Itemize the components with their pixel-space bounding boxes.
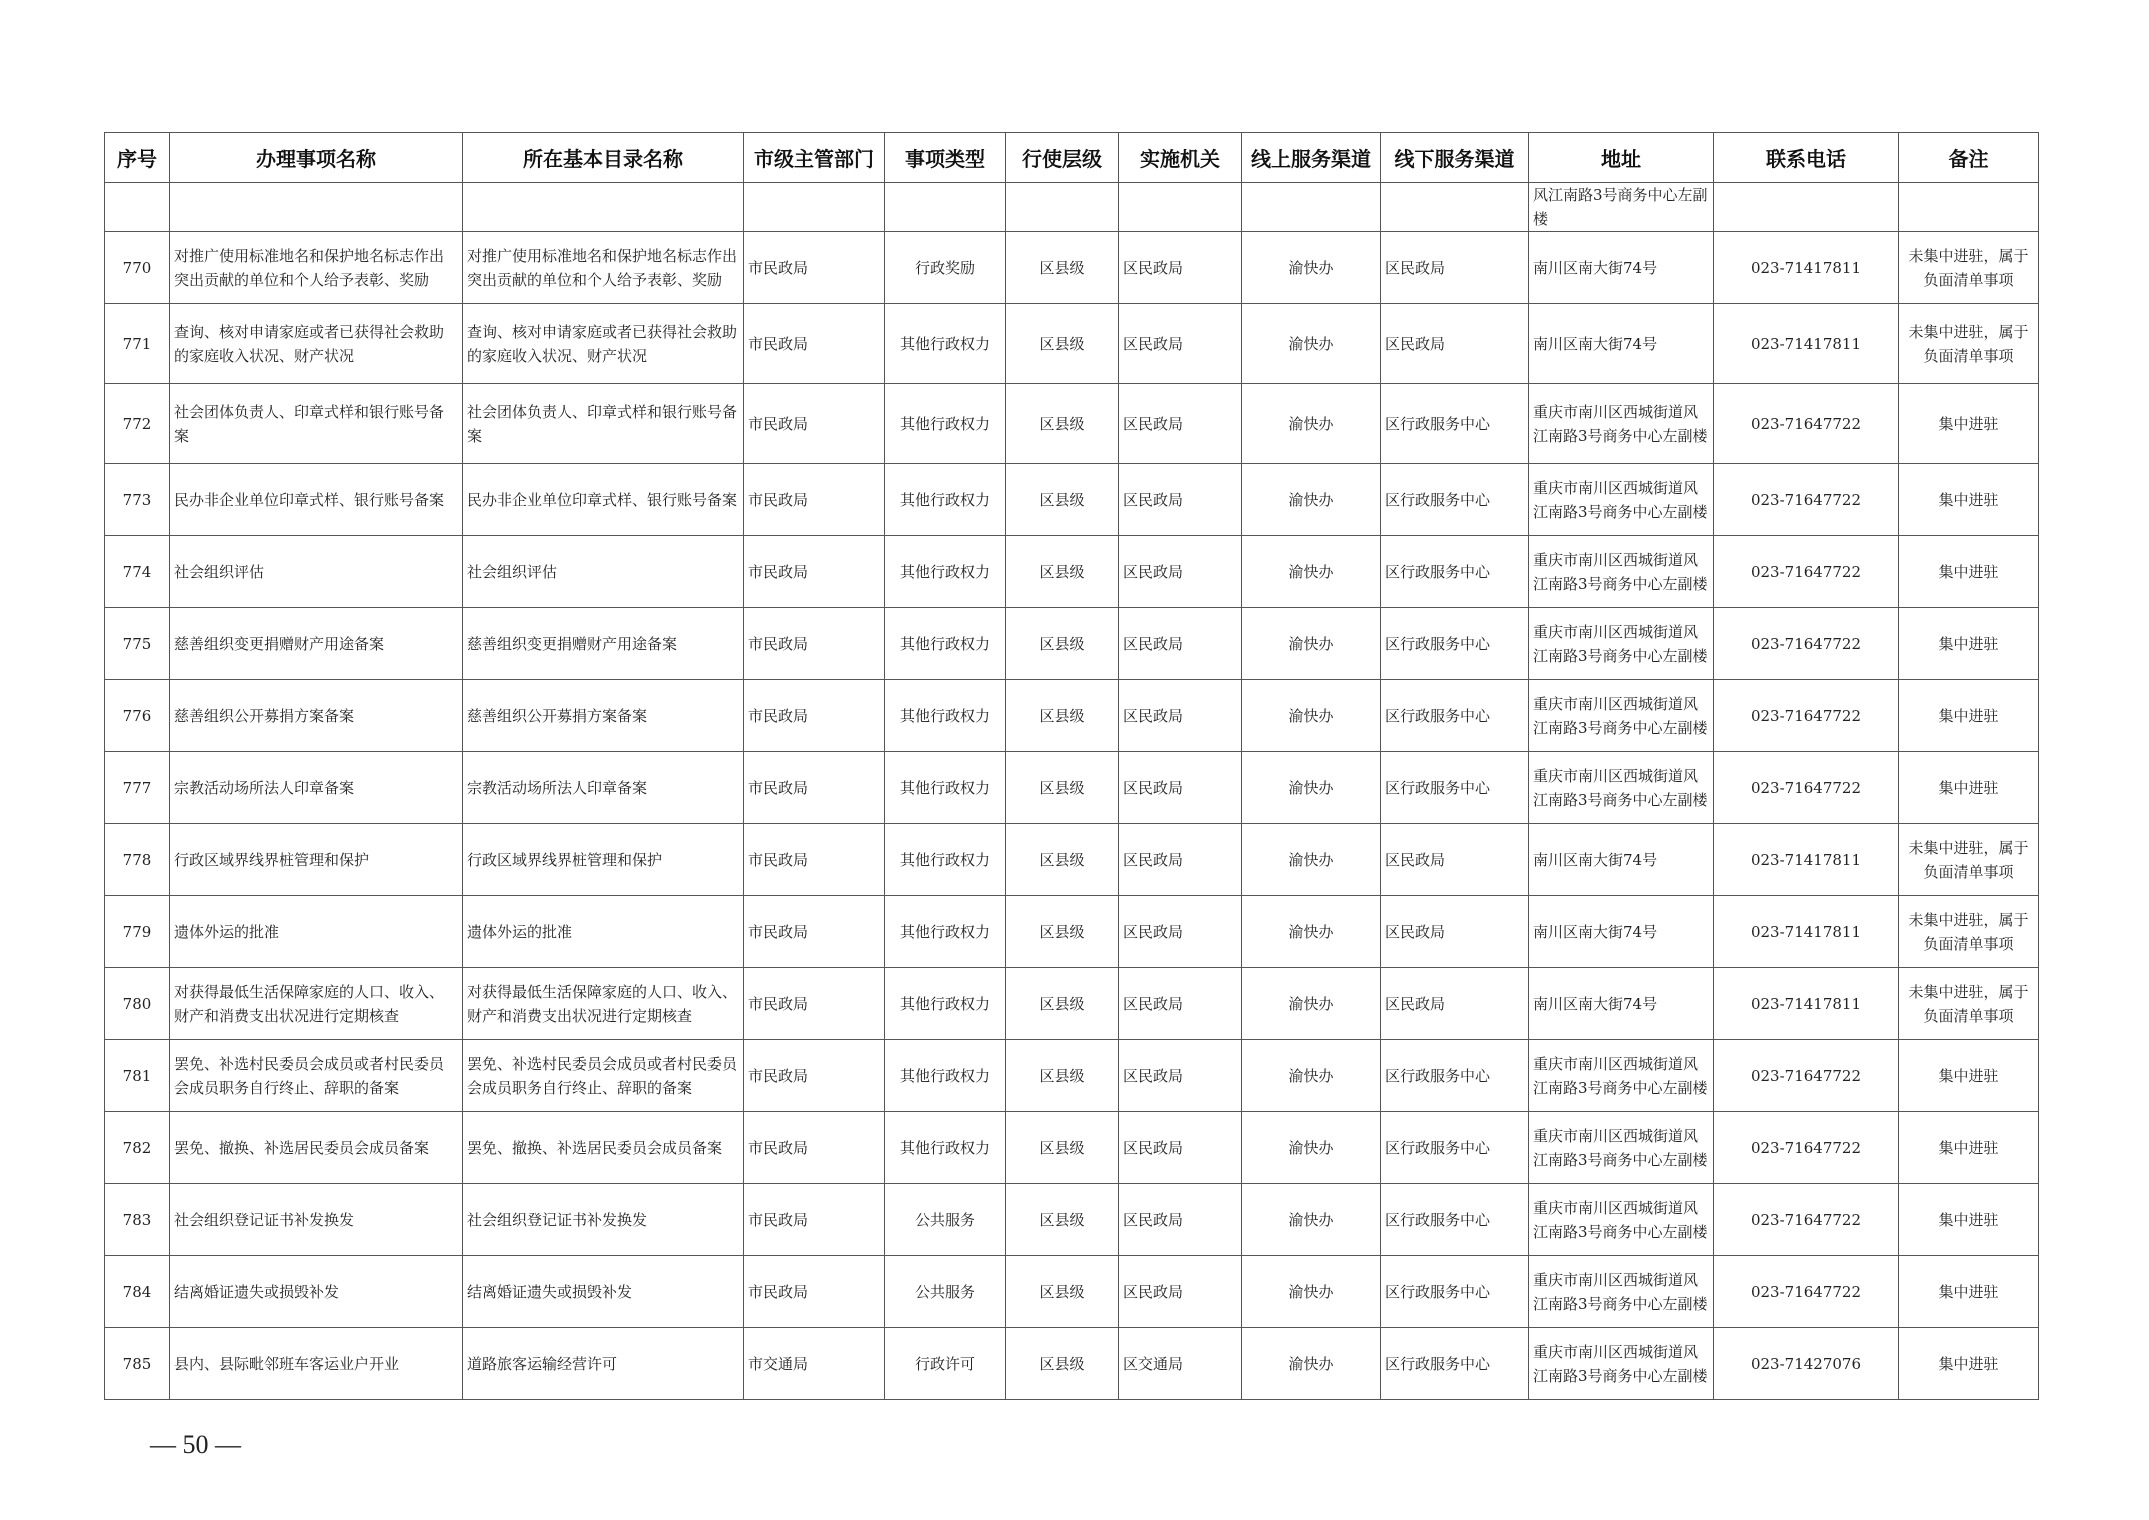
offline-channel-cell: 区行政服务中心 <box>1381 1040 1529 1112</box>
phone-cell: 023-71647722 <box>1714 384 1899 464</box>
catalog-name-cell: 对获得最低生活保障家庭的人口、收入、财产和消费支出状况进行定期核查 <box>463 968 744 1040</box>
item-name-cell: 社会团体负责人、印章式样和银行账号备案 <box>170 384 463 464</box>
item-type-cell: 行政奖励 <box>885 232 1006 304</box>
catalog-name-cell: 结离婚证遗失或损毁补发 <box>463 1256 744 1328</box>
item-name-cell: 对推广使用标准地名和保护地名标志作出突出贡献的单位和个人给予表彰、奖励 <box>170 232 463 304</box>
table-row <box>105 1184 2039 1256</box>
phone-cell: 023-71647722 <box>1714 464 1899 536</box>
item-type-cell: 行政许可 <box>885 1328 1006 1400</box>
row-number-cell: 772 <box>105 384 170 464</box>
department-cell: 市民政局 <box>744 304 885 384</box>
header-cell-address: 地址 <box>1529 133 1714 183</box>
offline-channel-cell: 区行政服务中心 <box>1381 384 1529 464</box>
department-cell: 市民政局 <box>744 752 885 824</box>
level-cell: 区县级 <box>1006 824 1119 896</box>
level-cell: 区县级 <box>1006 1256 1119 1328</box>
table-cell <box>1381 183 1529 232</box>
level-cell: 区县级 <box>1006 896 1119 968</box>
item-name-cell: 结离婚证遗失或损毁补发 <box>170 1256 463 1328</box>
address-cell: 重庆市南川区西城街道风江南路3号商务中心左副楼 <box>1529 536 1714 608</box>
address-cell: 重庆市南川区西城街道风江南路3号商务中心左副楼 <box>1529 1328 1714 1400</box>
header-cell-catalog: 所在基本目录名称 <box>463 133 744 183</box>
offline-channel-cell: 区民政局 <box>1381 968 1529 1040</box>
department-cell: 市民政局 <box>744 968 885 1040</box>
note-cell: 未集中进驻，属于负面清单事项 <box>1899 968 2039 1040</box>
table-cell <box>1899 183 2039 232</box>
phone-cell: 023-71647722 <box>1714 752 1899 824</box>
catalog-name-cell: 罢免、补选村民委员会成员或者村民委员会成员职务自行终止、辞职的备案 <box>463 1040 744 1112</box>
address-cell: 南川区南大街74号 <box>1529 896 1714 968</box>
row-number-cell: 784 <box>105 1256 170 1328</box>
item-name-cell: 行政区域界线界桩管理和保护 <box>170 824 463 896</box>
row-number-cell: 770 <box>105 232 170 304</box>
header-cell-dept: 市级主管部门 <box>744 133 885 183</box>
department-cell: 市民政局 <box>744 1040 885 1112</box>
item-type-cell: 其他行政权力 <box>885 752 1006 824</box>
department-cell: 市交通局 <box>744 1328 885 1400</box>
item-type-cell: 其他行政权力 <box>885 896 1006 968</box>
row-number-cell: 778 <box>105 824 170 896</box>
note-cell: 未集中进驻，属于负面清单事项 <box>1899 304 2039 384</box>
online-channel-cell: 渝快办 <box>1242 304 1381 384</box>
note-cell: 未集中进驻，属于负面清单事项 <box>1899 896 2039 968</box>
note-cell: 集中进驻 <box>1899 1256 2039 1328</box>
catalog-name-cell: 慈善组织变更捐赠财产用途备案 <box>463 608 744 680</box>
agency-cell: 区民政局 <box>1119 1256 1242 1328</box>
table-row <box>105 680 2039 752</box>
item-type-cell: 其他行政权力 <box>885 384 1006 464</box>
row-number-cell: 771 <box>105 304 170 384</box>
level-cell: 区县级 <box>1006 1328 1119 1400</box>
online-channel-cell: 渝快办 <box>1242 608 1381 680</box>
phone-cell: 023-71647722 <box>1714 680 1899 752</box>
header-cell-offline: 线下服务渠道 <box>1381 133 1529 183</box>
item-name-cell: 民办非企业单位印章式样、银行账号备案 <box>170 464 463 536</box>
note-cell: 集中进驻 <box>1899 384 2039 464</box>
note-cell: 集中进驻 <box>1899 680 2039 752</box>
item-type-cell: 其他行政权力 <box>885 968 1006 1040</box>
header-cell-agency: 实施机关 <box>1119 133 1242 183</box>
table-cell <box>463 183 744 232</box>
header-cell-type: 事项类型 <box>885 133 1006 183</box>
department-cell: 市民政局 <box>744 1112 885 1184</box>
agency-cell: 区民政局 <box>1119 968 1242 1040</box>
item-name-cell: 罢免、撤换、补选居民委员会成员备案 <box>170 1112 463 1184</box>
department-cell: 市民政局 <box>744 536 885 608</box>
row-number-cell: 775 <box>105 608 170 680</box>
table-row <box>105 464 2039 536</box>
catalog-name-cell: 宗教活动场所法人印章备案 <box>463 752 744 824</box>
online-channel-cell: 渝快办 <box>1242 752 1381 824</box>
phone-cell: 023-71647722 <box>1714 608 1899 680</box>
table-header-row <box>105 133 2039 183</box>
table-cell <box>1242 183 1381 232</box>
address-cell: 南川区南大街74号 <box>1529 824 1714 896</box>
item-type-cell: 其他行政权力 <box>885 824 1006 896</box>
row-number-cell: 782 <box>105 1112 170 1184</box>
level-cell: 区县级 <box>1006 968 1119 1040</box>
address-cell: 重庆市南川区西城街道风江南路3号商务中心左副楼 <box>1529 384 1714 464</box>
row-number-cell: 785 <box>105 1328 170 1400</box>
note-cell: 集中进驻 <box>1899 1184 2039 1256</box>
item-type-cell: 其他行政权力 <box>885 1040 1006 1112</box>
item-name-cell: 查询、核对申请家庭或者已获得社会救助的家庭收入状况、财产状况 <box>170 304 463 384</box>
agency-cell: 区民政局 <box>1119 680 1242 752</box>
agency-cell: 区民政局 <box>1119 1112 1242 1184</box>
address-cell: 风江南路3号商务中心左副楼 <box>1529 183 1714 232</box>
department-cell: 市民政局 <box>744 824 885 896</box>
table-row <box>105 304 2039 384</box>
row-number-cell: 781 <box>105 1040 170 1112</box>
offline-channel-cell: 区行政服务中心 <box>1381 752 1529 824</box>
online-channel-cell: 渝快办 <box>1242 536 1381 608</box>
note-cell: 集中进驻 <box>1899 1112 2039 1184</box>
department-cell: 市民政局 <box>744 896 885 968</box>
online-channel-cell: 渝快办 <box>1242 1184 1381 1256</box>
table-row <box>105 1040 2039 1112</box>
service-items-table <box>104 132 2039 1400</box>
table-cell <box>105 183 170 232</box>
note-cell: 集中进驻 <box>1899 1040 2039 1112</box>
offline-channel-cell: 区行政服务中心 <box>1381 1256 1529 1328</box>
address-cell: 重庆市南川区西城街道风江南路3号商务中心左副楼 <box>1529 608 1714 680</box>
table-row <box>105 384 2039 464</box>
table-cell <box>1006 183 1119 232</box>
address-cell: 重庆市南川区西城街道风江南路3号商务中心左副楼 <box>1529 1184 1714 1256</box>
address-cell: 重庆市南川区西城街道风江南路3号商务中心左副楼 <box>1529 1256 1714 1328</box>
department-cell: 市民政局 <box>744 608 885 680</box>
address-cell: 重庆市南川区西城街道风江南路3号商务中心左副楼 <box>1529 752 1714 824</box>
offline-channel-cell: 区行政服务中心 <box>1381 1112 1529 1184</box>
agency-cell: 区民政局 <box>1119 824 1242 896</box>
item-type-cell: 公共服务 <box>885 1184 1006 1256</box>
header-cell-level: 行使层级 <box>1006 133 1119 183</box>
online-channel-cell: 渝快办 <box>1242 464 1381 536</box>
level-cell: 区县级 <box>1006 1112 1119 1184</box>
table-row <box>105 232 2039 304</box>
item-type-cell: 公共服务 <box>885 1256 1006 1328</box>
row-number-cell: 773 <box>105 464 170 536</box>
online-channel-cell: 渝快办 <box>1242 824 1381 896</box>
offline-channel-cell: 区民政局 <box>1381 896 1529 968</box>
agency-cell: 区民政局 <box>1119 608 1242 680</box>
table-cell <box>170 183 463 232</box>
level-cell: 区县级 <box>1006 752 1119 824</box>
table-cell <box>1714 183 1899 232</box>
catalog-name-cell: 社会组织评估 <box>463 536 744 608</box>
phone-cell: 023-71417811 <box>1714 896 1899 968</box>
note-cell: 集中进驻 <box>1899 464 2039 536</box>
table-cell <box>744 183 885 232</box>
department-cell: 市民政局 <box>744 464 885 536</box>
phone-cell: 023-71417811 <box>1714 824 1899 896</box>
offline-channel-cell: 区行政服务中心 <box>1381 680 1529 752</box>
item-type-cell: 其他行政权力 <box>885 536 1006 608</box>
catalog-name-cell: 民办非企业单位印章式样、银行账号备案 <box>463 464 744 536</box>
level-cell: 区县级 <box>1006 384 1119 464</box>
online-channel-cell: 渝快办 <box>1242 1040 1381 1112</box>
agency-cell: 区交通局 <box>1119 1328 1242 1400</box>
phone-cell: 023-71647722 <box>1714 1184 1899 1256</box>
level-cell: 区县级 <box>1006 1184 1119 1256</box>
header-cell-note: 备注 <box>1899 133 2039 183</box>
agency-cell: 区民政局 <box>1119 384 1242 464</box>
table-row <box>105 896 2039 968</box>
address-cell: 重庆市南川区西城街道风江南路3号商务中心左副楼 <box>1529 680 1714 752</box>
row-number-cell: 776 <box>105 680 170 752</box>
header-cell-phone: 联系电话 <box>1714 133 1899 183</box>
phone-cell: 023-71647722 <box>1714 1112 1899 1184</box>
online-channel-cell: 渝快办 <box>1242 896 1381 968</box>
table-row <box>105 1328 2039 1400</box>
online-channel-cell: 渝快办 <box>1242 1112 1381 1184</box>
agency-cell: 区民政局 <box>1119 1184 1242 1256</box>
level-cell: 区县级 <box>1006 608 1119 680</box>
level-cell: 区县级 <box>1006 304 1119 384</box>
phone-cell: 023-71427076 <box>1714 1328 1899 1400</box>
department-cell: 市民政局 <box>744 384 885 464</box>
table-row <box>105 824 2039 896</box>
item-name-cell: 县内、县际毗邻班车客运业户开业 <box>170 1328 463 1400</box>
offline-channel-cell: 区民政局 <box>1381 232 1529 304</box>
agency-cell: 区民政局 <box>1119 896 1242 968</box>
catalog-name-cell: 慈善组织公开募捐方案备案 <box>463 680 744 752</box>
level-cell: 区县级 <box>1006 232 1119 304</box>
online-channel-cell: 渝快办 <box>1242 1256 1381 1328</box>
online-channel-cell: 渝快办 <box>1242 232 1381 304</box>
table-row <box>105 752 2039 824</box>
phone-cell: 023-71647722 <box>1714 536 1899 608</box>
offline-channel-cell: 区民政局 <box>1381 824 1529 896</box>
address-cell: 重庆市南川区西城街道风江南路3号商务中心左副楼 <box>1529 1040 1714 1112</box>
agency-cell: 区民政局 <box>1119 232 1242 304</box>
offline-channel-cell: 区行政服务中心 <box>1381 1328 1529 1400</box>
row-number-cell: 779 <box>105 896 170 968</box>
row-number-cell: 777 <box>105 752 170 824</box>
note-cell: 未集中进驻，属于负面清单事项 <box>1899 824 2039 896</box>
level-cell: 区县级 <box>1006 1040 1119 1112</box>
address-cell: 重庆市南川区西城街道风江南路3号商务中心左副楼 <box>1529 1112 1714 1184</box>
item-name-cell: 宗教活动场所法人印章备案 <box>170 752 463 824</box>
row-number-cell: 774 <box>105 536 170 608</box>
offline-channel-cell: 区民政局 <box>1381 304 1529 384</box>
header-cell-name: 办理事项名称 <box>170 133 463 183</box>
row-number-cell: 780 <box>105 968 170 1040</box>
phone-cell: 023-71417811 <box>1714 304 1899 384</box>
item-name-cell: 慈善组织变更捐赠财产用途备案 <box>170 608 463 680</box>
agency-cell: 区民政局 <box>1119 536 1242 608</box>
header-cell-online: 线上服务渠道 <box>1242 133 1381 183</box>
phone-cell: 023-71647722 <box>1714 1040 1899 1112</box>
phone-cell: 023-71417811 <box>1714 232 1899 304</box>
header-cell-no: 序号 <box>105 133 170 183</box>
department-cell: 市民政局 <box>744 232 885 304</box>
item-name-cell: 慈善组织公开募捐方案备案 <box>170 680 463 752</box>
table-row <box>105 968 2039 1040</box>
address-cell: 南川区南大街74号 <box>1529 304 1714 384</box>
level-cell: 区县级 <box>1006 464 1119 536</box>
online-channel-cell: 渝快办 <box>1242 1328 1381 1400</box>
table-row <box>105 1112 2039 1184</box>
note-cell: 集中进驻 <box>1899 536 2039 608</box>
note-cell: 集中进驻 <box>1899 1328 2039 1400</box>
address-cell: 重庆市南川区西城街道风江南路3号商务中心左副楼 <box>1529 464 1714 536</box>
item-type-cell: 其他行政权力 <box>885 464 1006 536</box>
table-row <box>105 608 2039 680</box>
address-cell: 南川区南大街74号 <box>1529 232 1714 304</box>
department-cell: 市民政局 <box>744 1256 885 1328</box>
catalog-name-cell: 社会团体负责人、印章式样和银行账号备案 <box>463 384 744 464</box>
note-cell: 集中进驻 <box>1899 608 2039 680</box>
agency-cell: 区民政局 <box>1119 464 1242 536</box>
catalog-name-cell: 查询、核对申请家庭或者已获得社会救助的家庭收入状况、财产状况 <box>463 304 744 384</box>
catalog-name-cell: 道路旅客运输经营许可 <box>463 1328 744 1400</box>
agency-cell: 区民政局 <box>1119 752 1242 824</box>
phone-cell: 023-71417811 <box>1714 968 1899 1040</box>
note-cell: 未集中进驻，属于负面清单事项 <box>1899 232 2039 304</box>
table-cell <box>885 183 1006 232</box>
item-name-cell: 社会组织评估 <box>170 536 463 608</box>
agency-cell: 区民政局 <box>1119 304 1242 384</box>
item-name-cell: 对获得最低生活保障家庭的人口、收入、财产和消费支出状况进行定期核查 <box>170 968 463 1040</box>
page-number: — 50 — <box>150 1430 241 1459</box>
item-name-cell: 遗体外运的批准 <box>170 896 463 968</box>
level-cell: 区县级 <box>1006 680 1119 752</box>
catalog-name-cell: 行政区域界线界桩管理和保护 <box>463 824 744 896</box>
catalog-name-cell: 罢免、撤换、补选居民委员会成员备案 <box>463 1112 744 1184</box>
phone-cell: 023-71647722 <box>1714 1256 1899 1328</box>
department-cell: 市民政局 <box>744 1184 885 1256</box>
offline-channel-cell: 区行政服务中心 <box>1381 1184 1529 1256</box>
item-name-cell: 罢免、补选村民委员会成员或者村民委员会成员职务自行终止、辞职的备案 <box>170 1040 463 1112</box>
catalog-name-cell: 对推广使用标准地名和保护地名标志作出突出贡献的单位和个人给予表彰、奖励 <box>463 232 744 304</box>
offline-channel-cell: 区行政服务中心 <box>1381 536 1529 608</box>
note-cell: 集中进驻 <box>1899 752 2039 824</box>
row-number-cell: 783 <box>105 1184 170 1256</box>
item-type-cell: 其他行政权力 <box>885 1112 1006 1184</box>
address-cell: 南川区南大街74号 <box>1529 968 1714 1040</box>
catalog-name-cell: 社会组织登记证书补发换发 <box>463 1184 744 1256</box>
agency-cell: 区民政局 <box>1119 1040 1242 1112</box>
level-cell: 区县级 <box>1006 536 1119 608</box>
continuation-row <box>105 183 2039 232</box>
online-channel-cell: 渝快办 <box>1242 680 1381 752</box>
item-type-cell: 其他行政权力 <box>885 680 1006 752</box>
offline-channel-cell: 区行政服务中心 <box>1381 464 1529 536</box>
catalog-name-cell: 遗体外运的批准 <box>463 896 744 968</box>
table-row <box>105 1256 2039 1328</box>
table-row <box>105 536 2039 608</box>
table-cell <box>1119 183 1242 232</box>
online-channel-cell: 渝快办 <box>1242 384 1381 464</box>
item-type-cell: 其他行政权力 <box>885 304 1006 384</box>
item-name-cell: 社会组织登记证书补发换发 <box>170 1184 463 1256</box>
online-channel-cell: 渝快办 <box>1242 968 1381 1040</box>
offline-channel-cell: 区行政服务中心 <box>1381 608 1529 680</box>
item-type-cell: 其他行政权力 <box>885 608 1006 680</box>
department-cell: 市民政局 <box>744 680 885 752</box>
